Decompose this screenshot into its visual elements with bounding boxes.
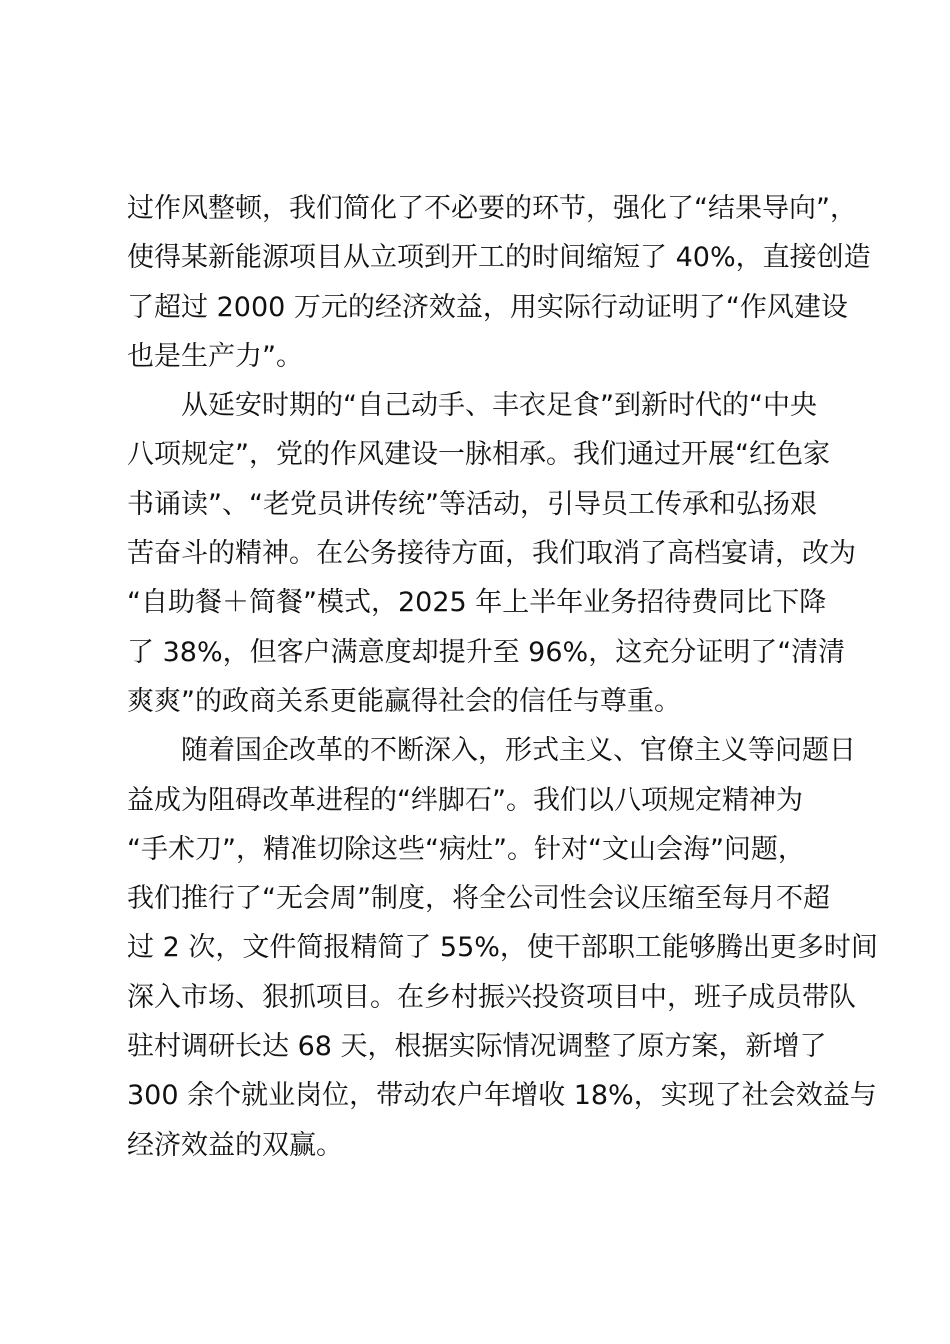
text-line: 苦奋斗的精神。在公务接待方面，我们取消了高档宴请，改为 xyxy=(127,538,856,570)
text-line: 深入市场、狠抓项目。在乡村振兴投资项目中，班子成员带队 xyxy=(127,981,856,1013)
text-line: 了 38%，但客户满意度却提升至 96%，这充分证明了“清清 xyxy=(127,636,846,668)
text-line: 爽爽”的政商关系更能赢得社会的信任与尊重。 xyxy=(127,685,681,717)
text-line: 益成为阻碍改革进程的“绊脚石”。我们以八项规定精神为 xyxy=(127,784,803,816)
text-line: 书诵读”、“老党员讲传统”等活动，引导员工传承和弘扬艰 xyxy=(127,488,817,520)
text-line: 过 2 次，文件简报精简了 55%，使干部职工能够腾出更多时间 xyxy=(127,932,878,964)
text-line: 300 余个就业岗位，带动农户年增收 18%，实现了社会效益与 xyxy=(127,1080,877,1112)
text-line: 我们推行了“无会周”制度，将全公司性会议压缩至每月不超 xyxy=(127,883,830,915)
paragraph-first-line: 随着国企改革的不断深入，形式主义、官僚主义等问题日 xyxy=(181,735,856,767)
text-line: 经济效益的双赢。 xyxy=(127,1129,343,1161)
text-line: 使得某新能源项目从立项到开工的时间缩短了 40%，直接创造 xyxy=(127,242,871,274)
body-text xyxy=(127,184,878,1170)
text-line: “手术刀”，精准切除这些“病灶”。针对“文山会海”问题， xyxy=(127,833,805,865)
paragraph-first-line: 从延安时期的“自己动手、丰衣足食”到新时代的“中央 xyxy=(181,390,817,422)
text-line: “自助餐＋简餐”模式，2025 年上半年业务招待费同比下降 xyxy=(127,587,827,619)
text-line: 过作风整顿，我们简化了不必要的环节，强化了“结果导向”， xyxy=(127,193,857,224)
text-line: 八项规定”，党的作风建设一脉相承。我们通过开展“红色家 xyxy=(127,439,830,471)
text-line: 驻村调研长达 68 天，根据实际情况调整了原方案，新增了 xyxy=(127,1031,827,1063)
text-line: 也是生产力”。 xyxy=(127,340,303,372)
text-line: 了超过 2000 万元的经济效益，用实际行动证明了“作风建设 xyxy=(127,291,848,323)
